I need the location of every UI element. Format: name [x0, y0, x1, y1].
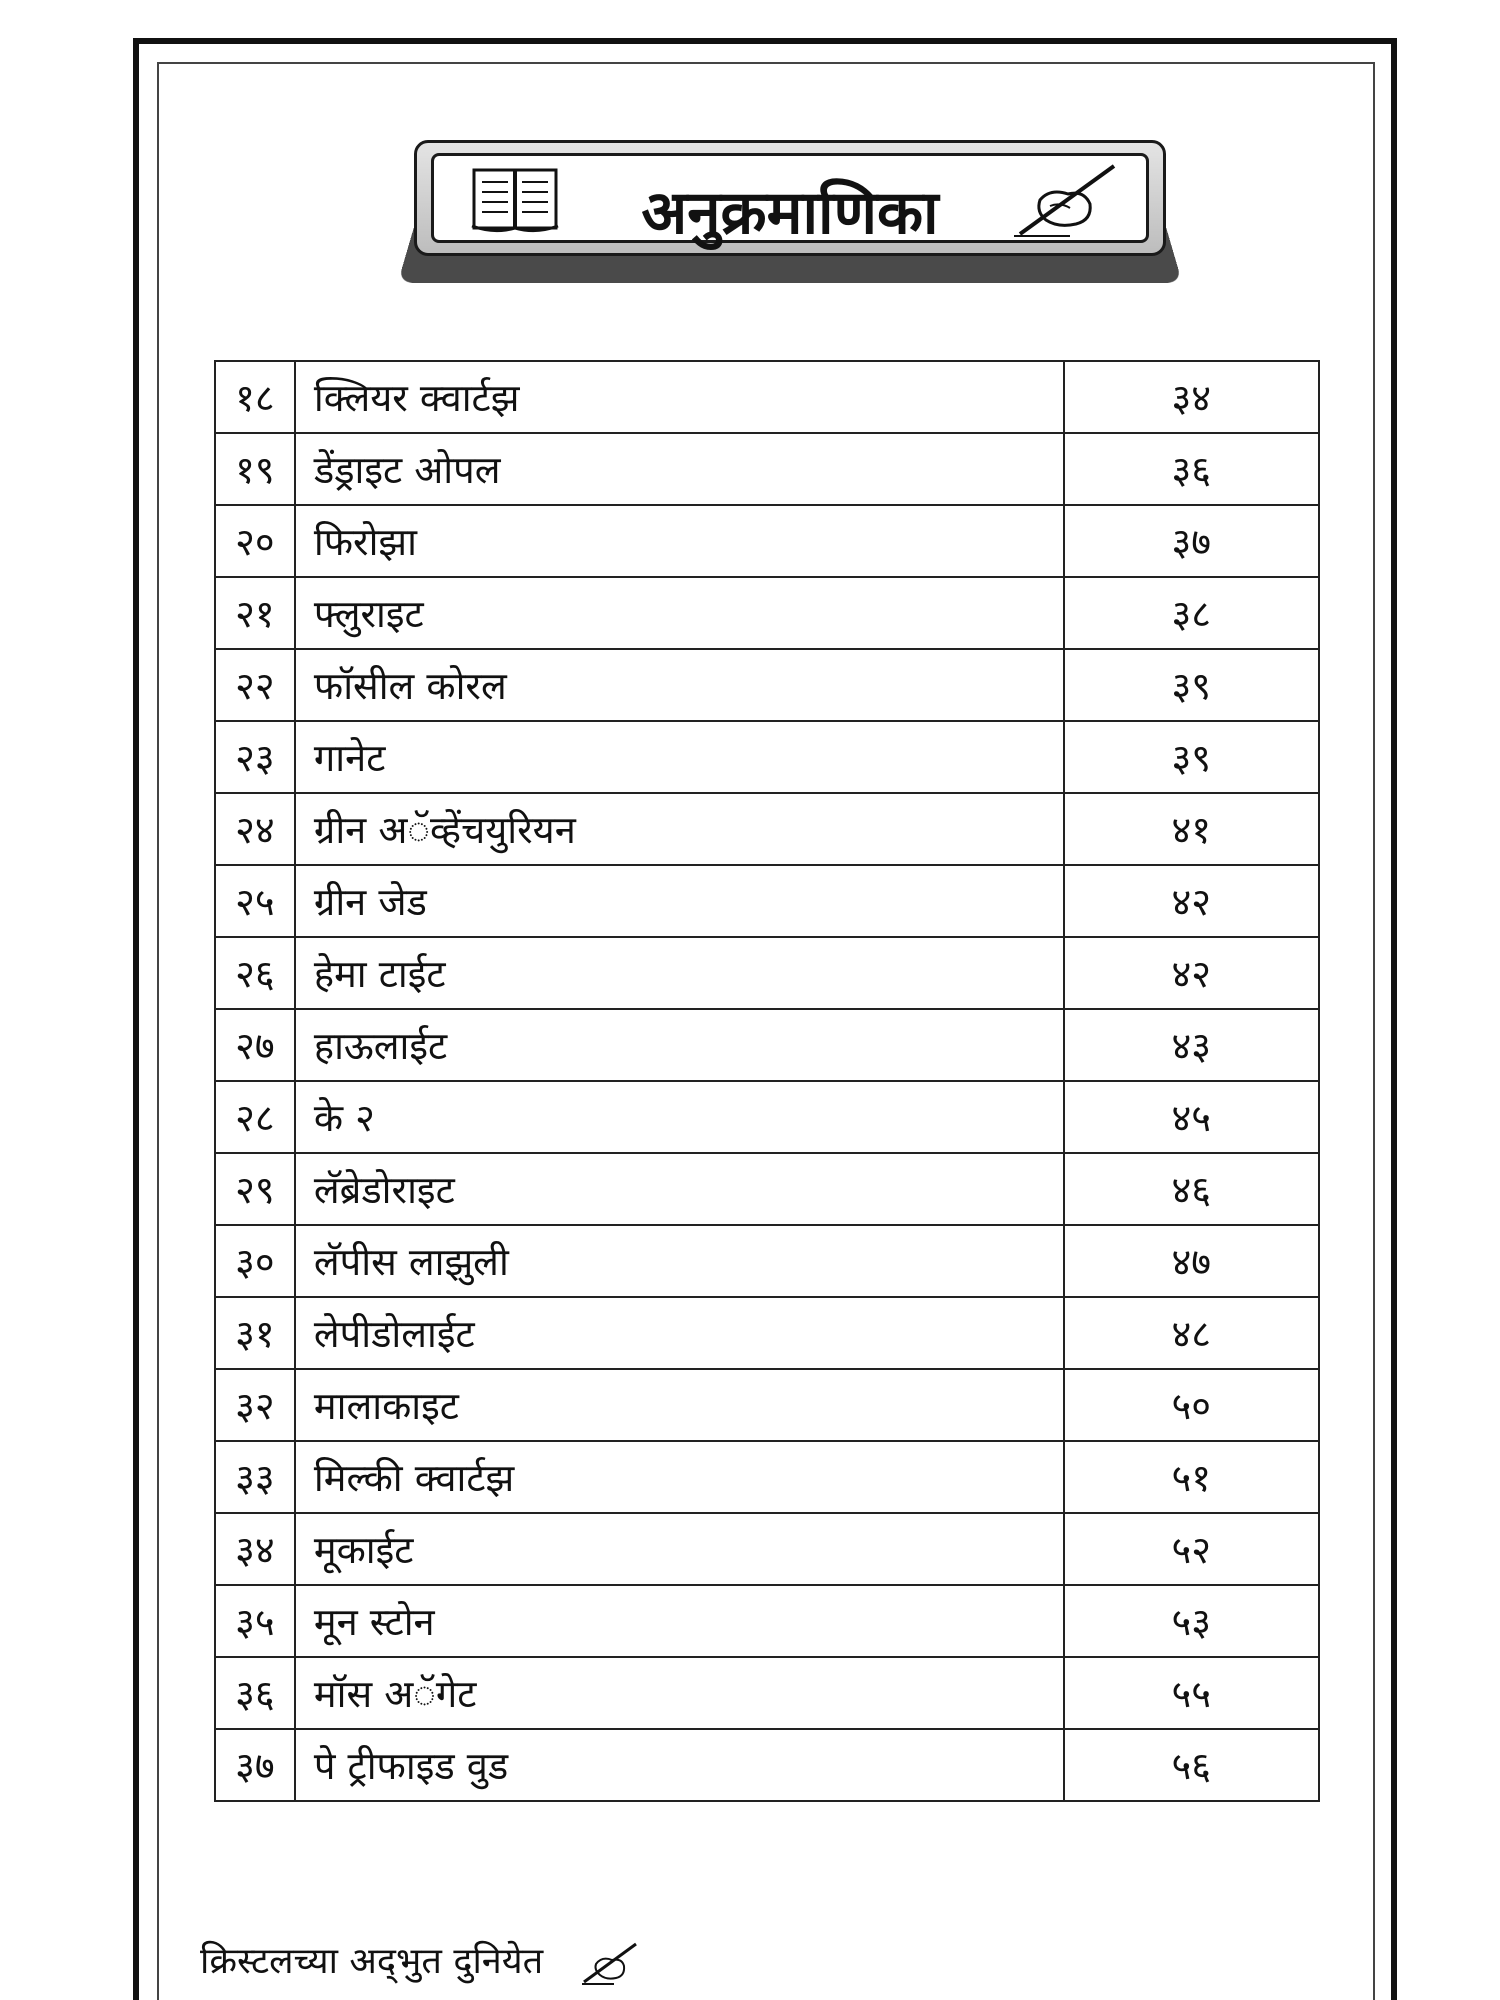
table-row: [215, 1729, 1319, 1801]
table-row: [215, 1585, 1319, 1657]
entry-page: ३६: [1064, 433, 1319, 505]
table-row: [215, 649, 1319, 721]
table-row: [215, 1009, 1319, 1081]
table-row: [215, 505, 1319, 577]
entry-number: ३३: [215, 1441, 295, 1513]
table-row: [215, 1081, 1319, 1153]
entry-number: ३०: [215, 1225, 295, 1297]
entry-title: मालाकाइट: [295, 1369, 1064, 1441]
entry-page: ४६: [1064, 1153, 1319, 1225]
table-row: [215, 793, 1319, 865]
entry-number: १९: [215, 433, 295, 505]
table-row: [215, 1441, 1319, 1513]
entry-page: ५०: [1064, 1369, 1319, 1441]
entry-page: ३९: [1064, 649, 1319, 721]
entry-number: ३६: [215, 1657, 295, 1729]
table-row: [215, 721, 1319, 793]
entry-title: हेमा टाईट: [295, 937, 1064, 1009]
entry-title: के २: [295, 1081, 1064, 1153]
entry-title: फॉसील कोरल: [295, 649, 1064, 721]
entry-title: क्लियर क्वार्टझ: [295, 361, 1064, 433]
entry-number: २८: [215, 1081, 295, 1153]
entry-number: २५: [215, 865, 295, 937]
entry-title: डेंड्राइट ओपल: [295, 433, 1064, 505]
entry-title: लेपीडोलाईट: [295, 1297, 1064, 1369]
entry-number: १८: [215, 361, 295, 433]
book-icon: [470, 164, 560, 234]
table-row: [215, 1153, 1319, 1225]
entry-number: २०: [215, 505, 295, 577]
entry-page: ५१: [1064, 1441, 1319, 1513]
entry-title: लॅपीस लाझुली: [295, 1225, 1064, 1297]
entry-number: ३७: [215, 1729, 295, 1801]
entry-page: ४८: [1064, 1297, 1319, 1369]
entry-page: ४३: [1064, 1009, 1319, 1081]
entry-page: ३८: [1064, 577, 1319, 649]
entry-number: २७: [215, 1009, 295, 1081]
page-title: अनुक्रमाणिका: [641, 178, 939, 248]
entry-number: ३१: [215, 1297, 295, 1369]
entry-title: मूकाईट: [295, 1513, 1064, 1585]
entry-title: मिल्की क्वार्टझ: [295, 1441, 1064, 1513]
entry-page: ५२: [1064, 1513, 1319, 1585]
table-row: [215, 1513, 1319, 1585]
table-row: [215, 1657, 1319, 1729]
entry-page: ३४: [1064, 361, 1319, 433]
entry-page: ३९: [1064, 721, 1319, 793]
entry-page: ५५: [1064, 1657, 1319, 1729]
table-row: [215, 865, 1319, 937]
entry-number: २३: [215, 721, 295, 793]
entry-page: ५६: [1064, 1729, 1319, 1801]
entry-number: ३४: [215, 1513, 295, 1585]
entry-title: मॉस अॅगेट: [295, 1657, 1064, 1729]
entry-page: ४२: [1064, 937, 1319, 1009]
table-row: [215, 433, 1319, 505]
footer-book-title: क्रिस्टलच्या अद्‌भुत दुनियेत: [200, 1941, 544, 1982]
entry-title: पे ट्रीफाइड वुड: [295, 1729, 1064, 1801]
table-row: [215, 577, 1319, 649]
table-row: [215, 361, 1319, 433]
entry-title: ग्रीन अॅव्हेंचयुरियन: [295, 793, 1064, 865]
table-row: [215, 1297, 1319, 1369]
entry-title: मून स्टोन: [295, 1585, 1064, 1657]
writing-hand-icon: [1010, 160, 1120, 240]
entry-title: फिरोझा: [295, 505, 1064, 577]
entry-number: २२: [215, 649, 295, 721]
entry-number: २४: [215, 793, 295, 865]
entry-page: ४२: [1064, 865, 1319, 937]
entry-number: २९: [215, 1153, 295, 1225]
entry-title: फ्लुराइट: [295, 577, 1064, 649]
entry-title: गानेट: [295, 721, 1064, 793]
writing-hand-icon: [580, 1940, 640, 1986]
entry-number: २६: [215, 937, 295, 1009]
entry-page: ४५: [1064, 1081, 1319, 1153]
table-row: [215, 1369, 1319, 1441]
entry-number: ३२: [215, 1369, 295, 1441]
entry-title: हाऊलाईट: [295, 1009, 1064, 1081]
entry-title: लॅब्रेडोराइट: [295, 1153, 1064, 1225]
entry-number: ३५: [215, 1585, 295, 1657]
table-row: [215, 937, 1319, 1009]
entry-page: ४१: [1064, 793, 1319, 865]
entry-page: ५३: [1064, 1585, 1319, 1657]
toc-table: [214, 360, 1320, 1802]
table-row: [215, 1225, 1319, 1297]
entry-page: ३७: [1064, 505, 1319, 577]
entry-title: ग्रीन जेड: [295, 865, 1064, 937]
entry-page: ४७: [1064, 1225, 1319, 1297]
entry-number: २१: [215, 577, 295, 649]
